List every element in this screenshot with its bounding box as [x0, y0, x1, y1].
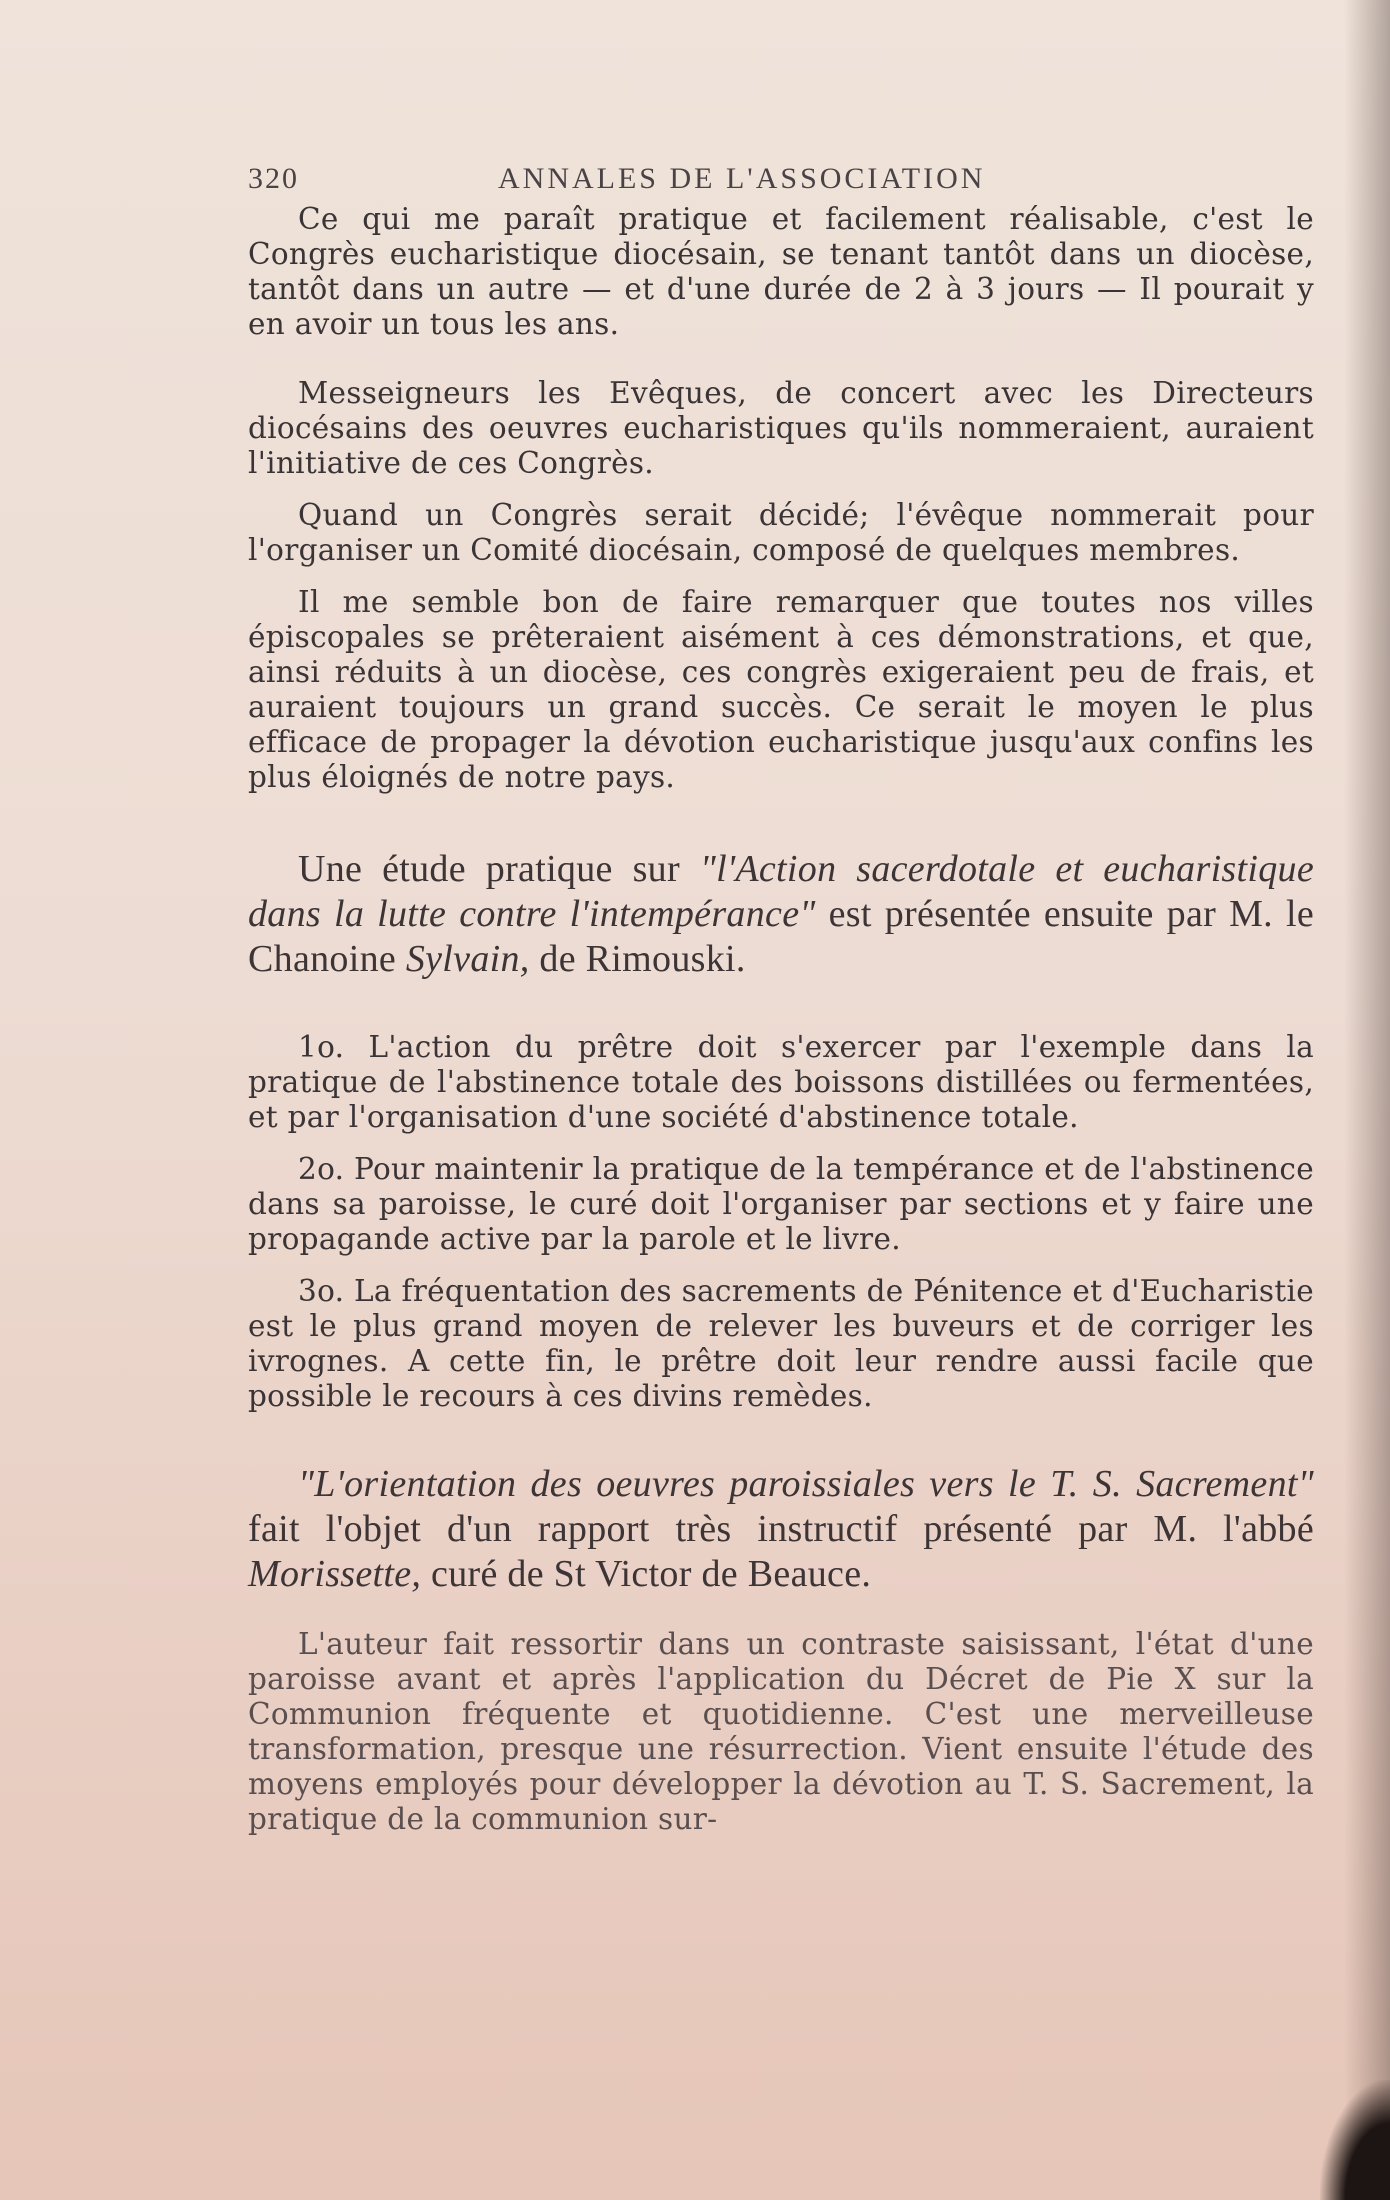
report-summary: [248, 1627, 1314, 1837]
paragraph-messeigneurs: Messeigneurs les Evêques, de concert avec les Directeurs diocésains des oeuvres eucharistiques qu'ils nommeraient, auraient l'initiative de ces Congrès.: [248, 376, 1314, 480]
paragraph-auteur: L'auteur fait ressortir dans un contraste saisissant, l'état d'une paroisse avant et après l'application du Décret de Pie X sur la Communion fréquente et quotidienne. C'est une merveilleuse transformation, presque une résurrection. Vient ensuite l'étude des moyens employés pour développer la dévotion au T. S. Sacrement, la pratique de la communion sur-: [248, 1627, 1314, 1836]
paragraph-villes: Il me semble bon de faire remarquer que toutes nos villes épiscopales se prêteraient aisément à ces démonstrations, et que, ainsi réduits à un diocèse, ces congrès exigeraient peu de frais, et auraient toujours un grand succès. Ce serait le moyen le plus efficace de propager la dévotion eucharistique jusqu'aux confins les plus éloignés de notre pays.: [248, 585, 1314, 794]
page-number: 320: [248, 162, 299, 195]
paragraph-congres: Ce qui me paraît pratique et facilement réalisable, c'est le Congrès eucharistique diocésain, se tenant tantôt dans un diocèse, tantôt dans un autre — et d'une durée de 2 à 3 jours — Il pourait y en avoir un tous les ans.: [248, 202, 1314, 341]
study-title: "l'Action sacerdotale et eucharistique dans la lutte contre l'intempérance": [248, 848, 1314, 935]
paragraph-comite: Quand un Congrès serait décidé; l'évêque nommerait pour l'organiser un Comité diocésain, composé de quelques membres.: [248, 498, 1314, 567]
lead-mid: fait l'objet d'un rapport très instructif présenté par M. l'abbé: [248, 1508, 1314, 1550]
body-text: [248, 202, 1314, 795]
page-edge-shadow: [1344, 0, 1390, 2200]
running-header: [248, 158, 1314, 202]
author-name: Morissette,: [248, 1553, 422, 1595]
section-heading-orientation: [248, 1462, 1314, 1597]
resolution-item: 2o. Pour maintenir la pratique de la tempérance et de l'abstinence dans sa paroisse, le curé doit l'organiser par sections et y faire une propagande active par la parole et le livre.: [248, 1152, 1314, 1256]
report-title: "L'orientation des oeuvres paroissiales vers le T. S. Sacrement": [298, 1463, 1314, 1505]
resolutions-list: [248, 1030, 1314, 1414]
lead-end: de Rimouski.: [529, 938, 746, 980]
book-page: [248, 158, 1314, 1837]
resolution-item: 1o. L'action du prêtre doit s'exercer par l'exemple dans la pratique de l'abstinence totale des boissons distillées ou fermentées, et par l'organisation d'une société d'abstinence totale.: [248, 1030, 1314, 1134]
author-name: Sylvain,: [405, 938, 530, 980]
lead-end: curé de St Victor de Beauce.: [421, 1553, 872, 1595]
running-title: ANNALES DE L'ASSOCIATION: [498, 162, 986, 195]
resolution-item: 3o. La fréquentation des sacrements de Pénitence et d'Eucharistie est le plus grand moyen de relever les buveurs et de corriger les ivrognes. A cette fin, le prêtre doit leur rendre aussi facile que possible le recours à ces divins remèdes.: [248, 1274, 1314, 1413]
lead-mid: est présentée ensuite par M. le Chanoine: [248, 893, 1314, 980]
lead-intro: Une étude pratique sur: [298, 848, 700, 890]
page-corner-shadow: [1320, 2080, 1390, 2200]
section-heading-intemperance: [248, 847, 1314, 982]
